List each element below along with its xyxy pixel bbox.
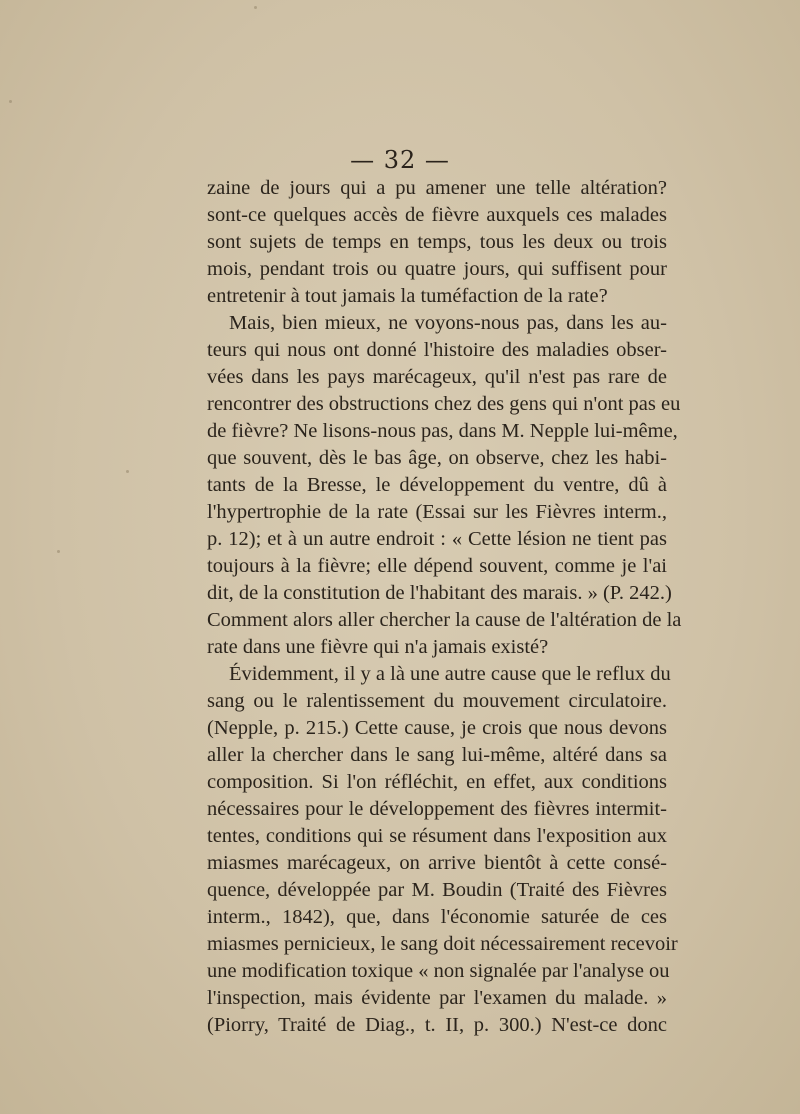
text-line: sont sujets de temps en temps, tous les deux ou trois <box>207 231 667 253</box>
text-line: rate dans une fièvre qui n'a jamais existé? <box>207 636 549 658</box>
text-line: sont-ce quelques accès de fièvre auxquels ces malades <box>207 204 667 226</box>
text-line: miasmes pernicieux, le sang doit nécessairement recevoir <box>207 933 678 955</box>
page-number: — 32 — <box>350 146 450 174</box>
text-line: Évidemment, il y a là une autre cause que le reflux du <box>229 663 671 685</box>
text-line: Comment alors aller chercher la cause de l'altération de la <box>207 609 682 631</box>
text-line: p. 12); et à un autre endroit : « Cette lésion ne tient pas <box>207 528 667 550</box>
text-line: l'inspection, mais évidente par l'examen du malade. » <box>207 987 667 1009</box>
body-text <box>207 175 682 1039</box>
text-line: Mais, bien mieux, ne voyons-nous pas, dans les au- <box>229 312 667 334</box>
text-line: (Piorry, Traité de Diag., t. II, p. 300.) N'est-ce donc <box>207 1014 667 1036</box>
text-line: nécessaires pour le développement des fièvres intermit- <box>207 798 667 820</box>
text-line: tentes, conditions qui se résument dans l'exposition aux <box>207 825 667 847</box>
text-line: interm., 1842), que, dans l'économie saturée de ces <box>207 906 667 928</box>
text-line: entretenir à tout jamais la tuméfaction de la rate? <box>207 285 608 307</box>
paper-speck <box>9 100 12 103</box>
text-line: tants de la Bresse, le développement du ventre, dû à <box>207 474 667 496</box>
text-line: vées dans les pays marécageux, qu'il n'est pas rare de <box>207 366 667 388</box>
text-line: l'hypertrophie de la rate (Essai sur les Fièvres interm., <box>207 501 667 523</box>
text-line: (Nepple, p. 215.) Cette cause, je crois que nous devons <box>207 717 667 739</box>
text-line: mois, pendant trois ou quatre jours, qui suffisent pour <box>207 258 667 280</box>
text-line: zaine de jours qui a pu amener une telle altération? <box>207 177 667 199</box>
text-line: composition. Si l'on réfléchit, en effet, aux conditions <box>207 771 667 793</box>
text-line: quence, développée par M. Boudin (Traité des Fièvres <box>207 879 667 901</box>
text-line: dit, de la constitution de l'habitant des marais. » (P. 242.) <box>207 582 672 604</box>
text-line: toujours à la fièvre; elle dépend souvent, comme je l'ai <box>207 555 667 577</box>
text-line: de fièvre? Ne lisons-nous pas, dans M. Nepple lui-même, <box>207 420 678 442</box>
text-line: aller la chercher dans le sang lui-même, altéré dans sa <box>207 744 667 766</box>
text-line: que souvent, dès le bas âge, on observe, chez les habi- <box>207 447 667 469</box>
paper-speck <box>126 470 129 473</box>
text-line: rencontrer des obstructions chez des gens qui n'ont pas eu <box>207 393 681 415</box>
text-line: sang ou le ralentissement du mouvement circulatoire. <box>207 690 667 712</box>
text-line: une modification toxique « non signalée par l'analyse ou <box>207 960 670 982</box>
text-line: miasmes marécageux, on arrive bientôt à cette consé- <box>207 852 667 874</box>
paper-speck <box>57 550 60 553</box>
paper-speck <box>254 6 257 9</box>
text-line: teurs qui nous ont donné l'histoire des maladies obser- <box>207 339 667 361</box>
